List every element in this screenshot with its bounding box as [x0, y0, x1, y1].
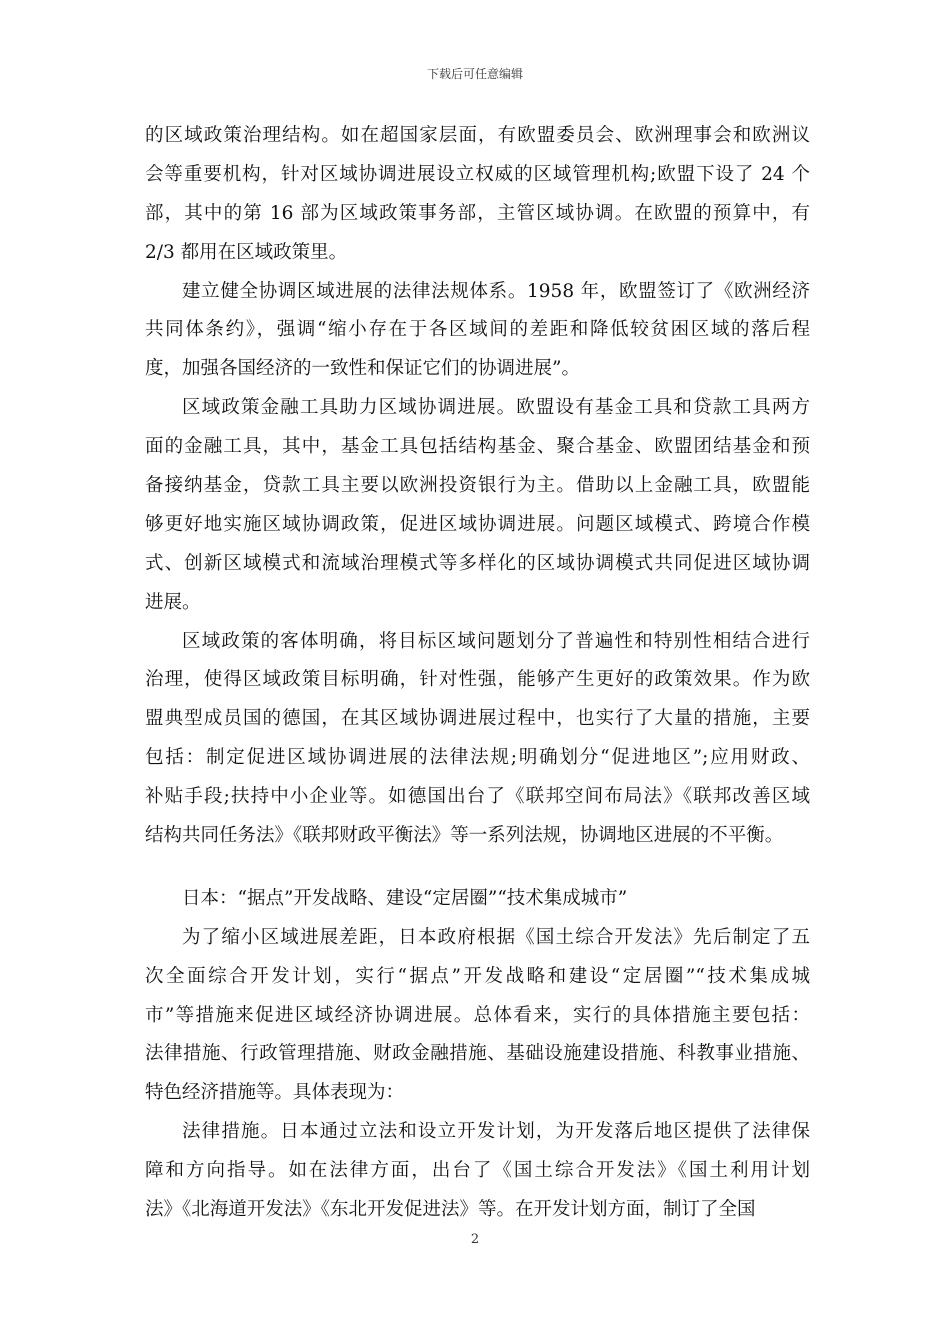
text-line: 包括：制定促进区域协调进展的法律法规;明确划分“促进地区”;应用财政、	[145, 747, 810, 769]
text-line: 面的金融工具，其中，基金工具包括结构基金、聚合基金、欧盟团结基金和预	[145, 436, 810, 458]
text-line: 法律措施、行政管理措施、财政金融措施、基础设施建设措施、科教事业措施、	[145, 1043, 810, 1065]
text-line: 为了缩小区域进展差距，日本政府根据《国土综合开发法》先后制定了五	[182, 926, 810, 948]
text-line: 治理，使得区域政策目标明确，针对性强，能够产生更好的政策效果。作为欧	[145, 669, 810, 691]
paragraph	[145, 389, 810, 622]
text-line: 2/3 都用在区域政策里。	[145, 241, 348, 263]
paragraph	[145, 919, 810, 1113]
text-line: 市”等措施来促进区域经济协调进展。总体看来，实行的具体措施主要包括：	[145, 1004, 810, 1026]
text-line: 特色经济措施等。具体表现为：	[145, 1082, 405, 1104]
paragraph	[145, 117, 810, 273]
text-line: 的区域政策治理结构。如在超国家层面，有欧盟委员会、欧洲理事会和欧洲议	[145, 125, 810, 146]
text-line: 次全面综合开发计划，实行“据点”开发战略和建设“定居圈”“技术集成城	[145, 965, 810, 987]
text-line: 日本：“据点”开发战略、建设“定居圈”“技术集成城市”	[182, 887, 628, 909]
text-line: 盟典型成员国的德国，在其区域协调进展过程中，也实行了大量的措施，主要	[145, 708, 810, 730]
text-line: 法》《北海道开发法》《东北开发促进法》等。在开发计划方面，制订了全国	[145, 1199, 756, 1221]
page-header-note: 下载后可任意编辑	[426, 67, 523, 81]
paragraph	[145, 623, 810, 856]
text-line: 障和方向指导。如在法律方面，出台了《国土综合开发法》《国土利用计划	[145, 1160, 810, 1182]
paragraph-gap	[145, 856, 810, 880]
text-line: 会等重要机构，针对区域协调进展设立权威的区域管理机构;欧盟下设了 24 个	[145, 163, 810, 185]
text-line: 够更好地实施区域协调政策，促进区域协调进展。问题区域模式、跨境合作模	[145, 513, 810, 535]
text-line: 建立健全协调区域进展的法律法规体系。1958 年，欧盟签订了《欧洲经济	[182, 280, 810, 302]
text-line: 部，其中的第 16 部为区域政策事务部，主管区域协调。在欧盟的预算中，有	[145, 202, 810, 224]
page-number: 2	[470, 1232, 480, 1247]
text-line: 区域政策金融工具助力区域协调进展。欧盟设有基金工具和贷款工具两方	[182, 397, 810, 419]
text-line: 法律措施。日本通过立法和设立开发计划，为开发落后地区提供了法律保	[182, 1121, 810, 1143]
text-line: 补贴手段;扶持中小企业等。如德国出台了《联邦空间布局法》《联邦改善区域	[145, 786, 810, 808]
text-line: 备接纳基金，贷款工具主要以欧洲投资银行为主。借助以上金融工具，欧盟能	[145, 475, 810, 497]
text-line: 区域政策的客体明确，将目标区域问题划分了普遍性和特别性相结合进行	[182, 630, 810, 652]
text-line: 式、创新区域模式和流域治理模式等多样化的区域协调模式共同促进区域协调	[145, 552, 810, 574]
text-line: 进展。	[145, 591, 201, 613]
paragraph	[145, 1113, 810, 1230]
paragraph	[145, 880, 810, 919]
text-line: 结构共同任务法》《联邦财政平衡法》等一系列法规，协调地区进展的不平衡。	[145, 825, 784, 847]
document-body	[145, 117, 810, 1230]
text-line: 度，加强各国经济的一致性和保证它们的协调进展”。	[145, 358, 580, 380]
paragraph	[145, 273, 810, 390]
text-line: 共同体条约》，强调“缩小存在于各区域间的差距和降低较贫困区域的落后程	[145, 319, 810, 341]
